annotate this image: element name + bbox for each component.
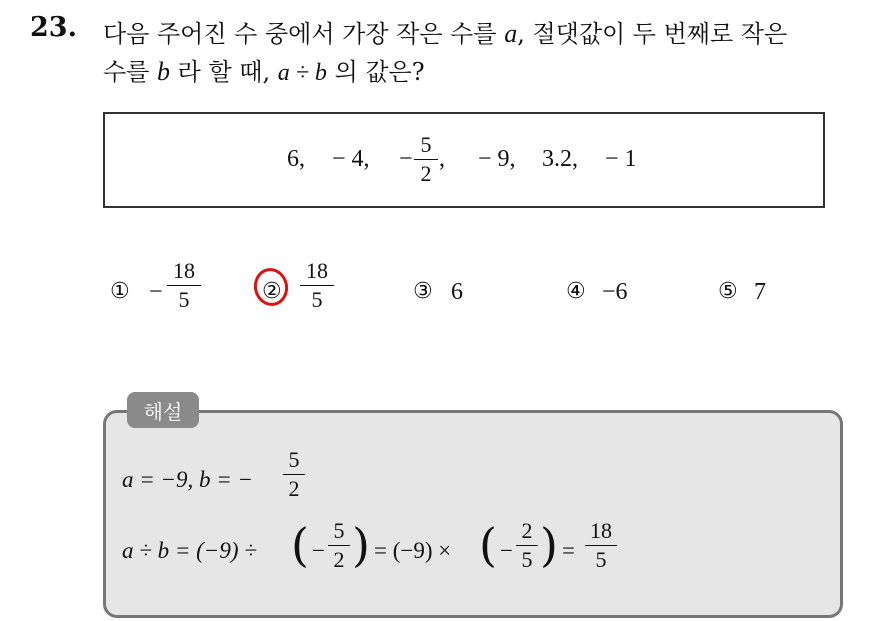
choice-5-value[interactable]: 7: [754, 279, 766, 305]
question-text: 라 할 때,: [177, 58, 271, 86]
fraction-numerator: 5: [420, 132, 432, 157]
choice-1-fraction[interactable]: [167, 260, 201, 311]
explanation-line-1: a = −9, b = −: [122, 467, 254, 492]
question-text: 수를: [103, 58, 150, 86]
right-paren: ): [352, 518, 370, 572]
fraction-bar: [585, 545, 617, 546]
choice-3-mark[interactable]: ③: [413, 279, 433, 304]
fraction-denominator: 5: [521, 547, 533, 572]
explanation-equals: =: [562, 538, 575, 563]
choice-3-value[interactable]: 6: [451, 279, 463, 305]
number-fraction: [414, 134, 438, 185]
explanation-mid: = (−9) ×: [374, 538, 452, 563]
fraction-numerator: 18: [590, 518, 612, 543]
question-line-2: [103, 52, 425, 87]
number-item: − 9,: [478, 146, 516, 172]
number-item: − 1: [605, 146, 637, 172]
number-item: 6,: [287, 146, 305, 172]
fraction-sign: −: [312, 538, 325, 563]
fraction-bar: [283, 474, 305, 475]
question-text: , 절댓값이 두 번째로 작은: [517, 20, 788, 48]
choice-2-fraction[interactable]: [300, 260, 334, 311]
number-sign: −: [399, 146, 413, 172]
fraction-numerator: 5: [333, 518, 345, 543]
fraction-bar: [300, 285, 334, 286]
fraction-denominator: 5: [178, 287, 190, 312]
given-numbers-box: [103, 112, 825, 208]
explanation-tag: 해설: [127, 392, 199, 428]
explanation-fraction-2: [516, 520, 538, 571]
variable-b: b: [157, 57, 171, 86]
fraction-denominator: 2: [420, 161, 432, 186]
question-number: 23.: [30, 12, 77, 43]
fraction-bar: [414, 159, 438, 160]
fraction-numerator: 2: [521, 518, 533, 543]
fraction-numerator: 5: [288, 447, 300, 472]
right-paren: ): [540, 518, 558, 572]
fraction-denominator: 2: [333, 547, 345, 572]
left-paren: (: [291, 518, 309, 572]
question-text: 다음 주어진 수 중에서 가장 작은 수를: [103, 20, 497, 48]
number-item: 3.2,: [542, 146, 578, 172]
fraction-bar: [167, 285, 201, 286]
fraction-denominator: 5: [311, 287, 323, 312]
expression-a-div-b: a ÷ b: [277, 60, 327, 86]
fraction-numerator: 18: [306, 258, 328, 283]
fraction-denominator: 5: [595, 547, 607, 572]
choice-2-mark[interactable]: ②: [262, 279, 282, 304]
number-comma: ,: [439, 146, 445, 172]
choice-1-mark[interactable]: ①: [110, 279, 130, 304]
question-text: 의 값은?: [334, 58, 425, 86]
choice-4-value[interactable]: −6: [602, 279, 628, 305]
explanation-box: [103, 410, 843, 618]
fraction-sign: −: [500, 538, 513, 563]
fraction-numerator: 18: [173, 258, 195, 283]
choice-5-mark[interactable]: ⑤: [718, 279, 738, 304]
explanation-fraction-1: [328, 520, 350, 571]
fraction-denominator: 2: [288, 476, 300, 501]
question-line-1: [103, 14, 787, 49]
explanation-result-fraction: [585, 520, 617, 571]
fraction-bar: [516, 545, 538, 546]
number-item: − 4,: [332, 146, 370, 172]
choice-4-mark[interactable]: ④: [566, 279, 586, 304]
fraction-bar: [328, 545, 350, 546]
left-paren: (: [479, 518, 497, 572]
choice-1-sign: −: [149, 279, 163, 305]
explanation-fraction-b: [283, 449, 305, 500]
variable-a: a: [504, 19, 518, 48]
explanation-line-2: a ÷ b = (−9) ÷: [122, 538, 257, 563]
